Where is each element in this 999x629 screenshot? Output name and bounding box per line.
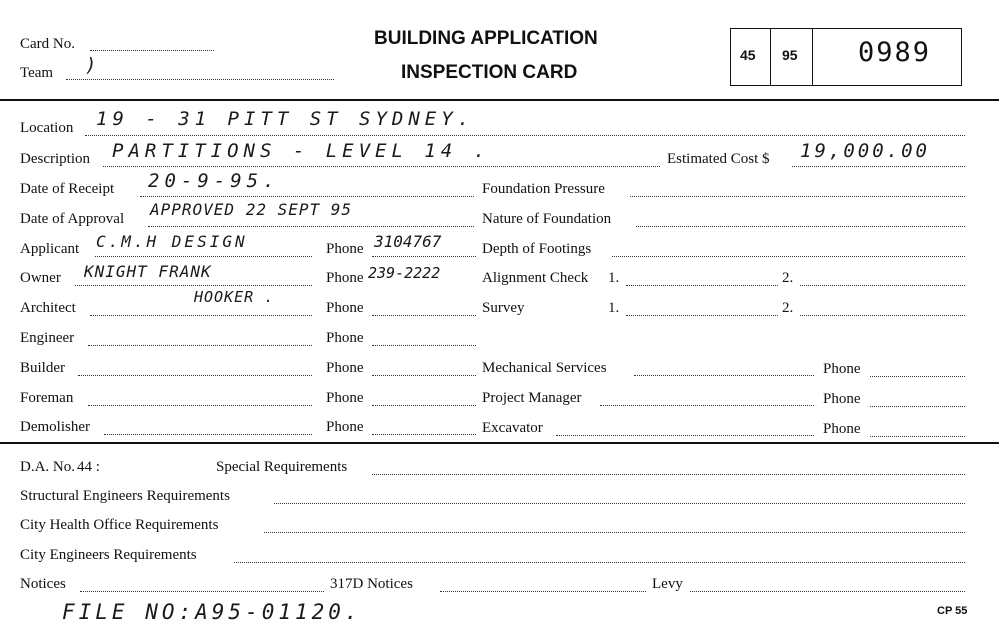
foundation-pressure-label: Foundation Pressure (482, 181, 605, 197)
box-divider-1 (770, 29, 771, 85)
description-value: PARTITIONS - LEVEL 14 . (112, 140, 491, 162)
foreman-field[interactable] (88, 405, 312, 406)
foreman-label: Foreman (20, 390, 74, 406)
excavator-phone-label: Phone (823, 421, 861, 437)
applicant-value: C.M.H DESIGN (96, 232, 248, 251)
builder-phone-label: Phone (326, 360, 364, 376)
structural-requirements-field[interactable] (274, 503, 965, 504)
notices-field[interactable] (80, 591, 324, 592)
divider-middle (0, 442, 999, 444)
engineer-label: Engineer (20, 330, 75, 346)
alignment-check-2-field[interactable] (800, 285, 965, 286)
mechanical-services-phone-label: Phone (823, 361, 861, 377)
date-of-receipt-label: Date of Receipt (20, 181, 115, 197)
demolisher-phone-label: Phone (326, 419, 364, 435)
engineer-phone-label: Phone (326, 330, 364, 346)
nature-of-foundation-field[interactable] (636, 226, 965, 227)
alignment-check-1-field[interactable] (626, 285, 778, 286)
levy-field[interactable] (690, 591, 965, 592)
owner-phone-value: 239-2222 (368, 264, 441, 282)
box-number-value: 0989 (858, 37, 932, 68)
engineer-field[interactable] (88, 345, 312, 346)
owner-value-line2: HOOKER . (194, 288, 275, 306)
date-of-approval-field[interactable] (148, 226, 474, 227)
excavator-label: Excavator (482, 420, 543, 436)
date-of-receipt-value: 20-9-95. (148, 170, 280, 192)
health-requirements-label: City Health Office Requirements (20, 517, 219, 533)
project-manager-phone-field[interactable] (870, 406, 965, 407)
da-no-label: D.A. No. (20, 459, 75, 475)
form-title-line2: INSPECTION CARD (401, 62, 578, 83)
special-requirements-field[interactable] (372, 474, 965, 475)
survey-1-label: 1. (608, 300, 620, 316)
demolisher-phone-field[interactable] (372, 434, 476, 435)
demolisher-field[interactable] (104, 434, 312, 435)
foreman-phone-label: Phone (326, 390, 364, 406)
team-label: Team (20, 65, 54, 81)
city-engineers-requirements-label: City Engineers Requirements (20, 547, 197, 563)
foundation-pressure-field[interactable] (630, 196, 965, 197)
architect-phone-field[interactable] (372, 315, 476, 316)
applicant-field[interactable] (95, 256, 312, 257)
applicant-phone-field[interactable] (372, 256, 476, 257)
estimated-cost-field[interactable] (792, 166, 965, 167)
applicant-phone-label: Phone (326, 241, 364, 257)
depth-of-footings-label: Depth of Footings (482, 241, 592, 257)
demolisher-label: Demolisher (20, 419, 90, 435)
location-value: 19 - 31 PITT ST SYDNEY. (96, 108, 475, 130)
date-of-approval-label: Date of Approval (20, 211, 125, 227)
architect-label: Architect (20, 300, 76, 316)
excavator-phone-field[interactable] (870, 436, 965, 437)
da-no-value: 44 : (77, 459, 100, 475)
builder-label: Builder (20, 360, 65, 376)
builder-phone-field[interactable] (372, 375, 476, 376)
architect-field[interactable] (90, 315, 312, 316)
applicant-label: Applicant (20, 241, 80, 257)
notices-label: Notices (20, 576, 66, 592)
survey-2-label: 2. (782, 300, 794, 316)
divider-top (0, 99, 999, 101)
alignment-check-1-label: 1. (608, 270, 620, 286)
file-no-handwritten: FILE NO:A95-01120. (62, 600, 362, 624)
owner-phone-label: Phone (326, 270, 364, 286)
mechanical-services-phone-field[interactable] (870, 376, 965, 377)
card-no-label: Card No. (20, 36, 75, 52)
foreman-phone-field[interactable] (372, 405, 476, 406)
alignment-check-label: Alignment Check (482, 270, 589, 286)
city-engineers-requirements-field[interactable] (234, 562, 965, 563)
excavator-field[interactable] (556, 435, 814, 436)
nature-of-foundation-label: Nature of Foundation (482, 211, 612, 227)
description-field[interactable] (103, 166, 660, 167)
team-field[interactable] (66, 79, 334, 80)
notices-317d-field[interactable] (440, 591, 646, 592)
mechanical-services-label: Mechanical Services (482, 360, 607, 376)
mechanical-services-field[interactable] (634, 375, 814, 376)
applicant-phone-value: 3104767 (374, 232, 442, 251)
estimated-cost-label: Estimated Cost $ (667, 151, 770, 167)
date-of-receipt-field[interactable] (140, 196, 474, 197)
form-code: CP 55 (937, 605, 968, 617)
survey-2-field[interactable] (800, 315, 965, 316)
health-requirements-field[interactable] (264, 532, 965, 533)
estimated-cost-value: 19,000.00 (800, 140, 930, 162)
structural-requirements-label: Structural Engineers Requirements (20, 488, 230, 504)
location-field[interactable] (85, 135, 965, 136)
alignment-check-2-label: 2. (782, 270, 794, 286)
location-label: Location (20, 120, 74, 136)
owner-label: Owner (20, 270, 61, 286)
form-title-line1: BUILDING APPLICATION (374, 28, 598, 49)
owner-field[interactable] (75, 285, 312, 286)
levy-label: Levy (652, 576, 683, 592)
box-divider-2 (812, 29, 813, 85)
box-a-value: 45 (740, 47, 756, 63)
survey-label: Survey (482, 300, 525, 316)
survey-1-field[interactable] (626, 315, 778, 316)
builder-field[interactable] (78, 375, 312, 376)
date-of-approval-value: APPROVED 22 SEPT 95 (150, 200, 353, 219)
notices-317d-label: 317D Notices (330, 576, 413, 592)
project-manager-phone-label: Phone (823, 391, 861, 407)
project-manager-field[interactable] (600, 405, 814, 406)
description-label: Description (20, 151, 90, 167)
depth-of-footings-field[interactable] (612, 256, 965, 257)
team-value: ) (85, 54, 102, 76)
engineer-phone-field[interactable] (372, 345, 476, 346)
box-b-value: 95 (782, 47, 798, 63)
owner-value: KNIGHT FRANK (84, 262, 212, 281)
card-no-field[interactable] (90, 50, 214, 51)
project-manager-label: Project Manager (482, 390, 582, 406)
special-requirements-label: Special Requirements (216, 459, 348, 475)
architect-phone-label: Phone (326, 300, 364, 316)
